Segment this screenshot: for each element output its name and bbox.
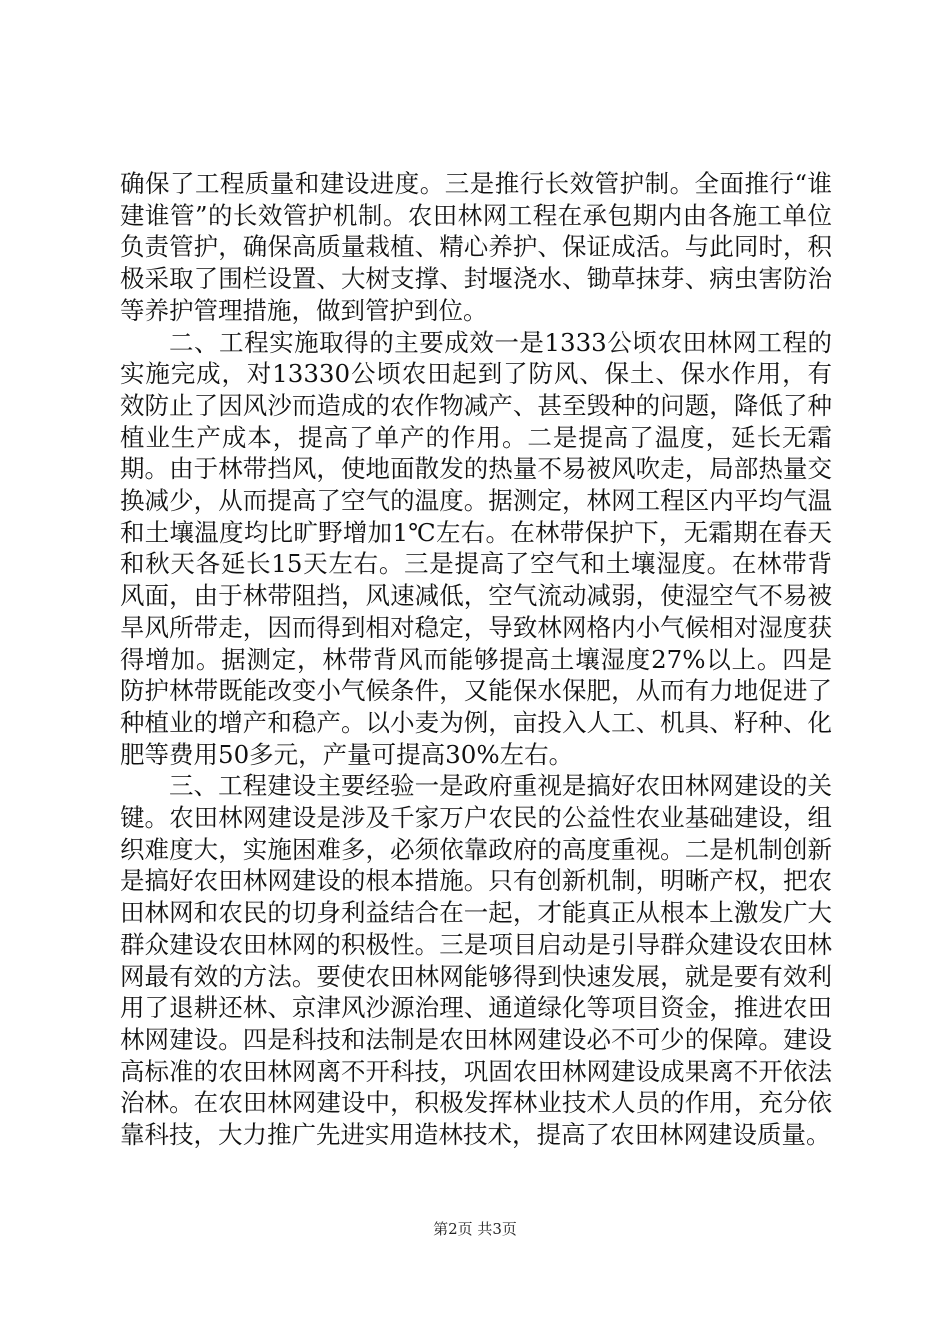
page-number-footer: 第2页 共3页 (433, 1220, 517, 1238)
document-body (120, 168, 832, 1151)
paragraph-section-two: 二、工程实施取得的主要成效一是1333公顷农田林网工程的实施完成，对13330公顷农田起到了防风、保土、保水作用，有效防止了因风沙而造成的农作物减产、甚至毁种的问题，降低了种植业生产成本，提高了单产的作用。二是提高了温度，延长无霜期。由于林带挡风，使地面散发的热量不易被风吹走，局部热量交换减少，从而提高了空气的温度。据测定，林网工程区内平均气温和土壤温度均比旷野增加1℃左右。在林带保护下，无霜期在春天和秋天各延长15天左右。三是提高了空气和土壤湿度。在林带背风面，由于林带阻挡，风速减低，空气流动减弱，使湿空气不易被旱风所带走，因而得到相对稳定，导致林网格内小气候相对湿度获得增加。据测定，林带背风而能够提高土壤湿度27%以上。四是防护林带既能改变小气候条件，又能保水保肥，从而有力地促进了种植业的增产和稳产。以小麦为例，亩投入人工、机具、籽种、化肥等费用50多元，产量可提高30%左右。 (120, 327, 832, 769)
paragraph-section-three: 三、工程建设主要经验一是政府重视是搞好农田林网建设的关键。农田林网建设是涉及千家万户农民的公益性农业基础建设，组织难度大，实施困难多，必须依靠政府的高度重视。二是机制创新是搞好农田林网建设的根本措施。只有创新机制，明晰产权，把农田林网和农民的切身利益结合在一起，才能真正从根本上激发广大群众建设农田林网的积极性。三是项目启动是引导群众建设农田林网最有效的方法。要使农田林网能够得到快速发展，就是要有效利用了退耕还林、京津风沙源治理、通道绿化等项目资金，推进农田林网建设。四是科技和法制是农田林网建设必不可少的保障。建设高标准的农田林网离不开科技，巩固农田林网建设成果离不开依法治林。在农田林网建设中，积极发挥林业技术人员的作用，充分依靠科技，大力推广先进实用造林技术，提高了农田林网建设质量。 (120, 771, 832, 1150)
paragraph-continuation: 确保了工程质量和建设进度。三是推行长效管护制。全面推行“谁建谁管”的长效管护机制。农田林网工程在承包期内由各施工单位负责管护，确保高质量栽植、精心养护、保证成活。与此同时，积极采取了围栏设置、大树支撑、封堰浇水、锄草抹芽、病虫害防治等养护管理措施，做到管护到位。 (120, 169, 832, 325)
